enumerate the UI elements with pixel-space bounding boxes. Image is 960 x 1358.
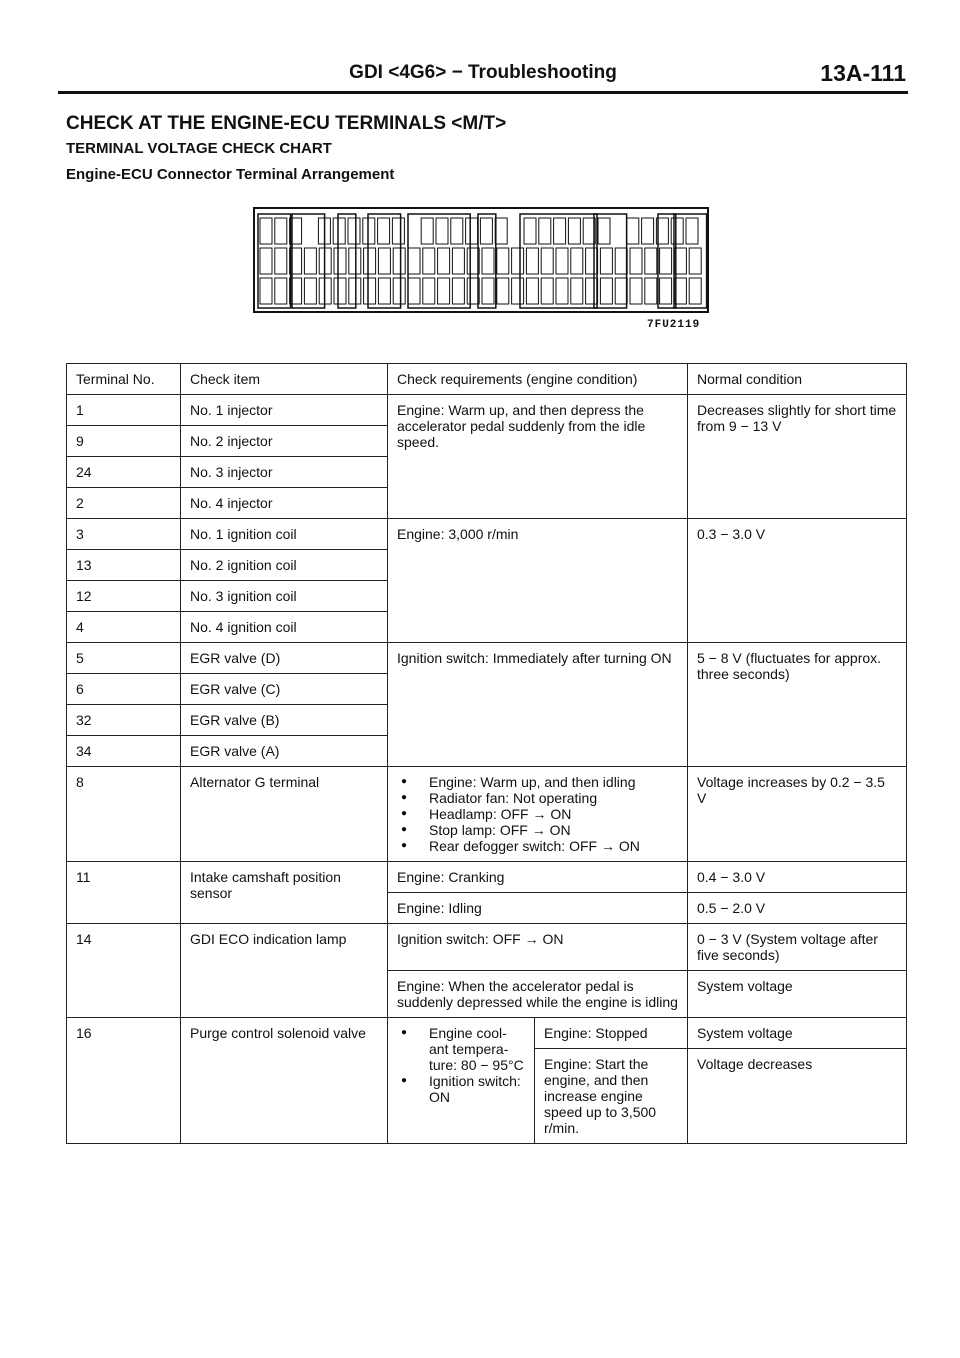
terminal-no: 13 [67,550,181,581]
terminal-group [658,214,676,308]
list-item: ● Engine cool- ant tempera- ture: 80 − 95°C [397,1025,526,1073]
list-item: ● Radiator fan: Not operating [397,790,679,806]
terminal-pin [408,248,420,274]
chart-title: TERMINAL VOLTAGE CHECK CHART [66,140,332,157]
check-item: Intake camshaft position sensor [181,862,388,924]
terminal-pin [539,218,551,244]
condition-list [397,1025,526,1105]
normal-condition: Decreases slightly for short time from 9 − 13 V [688,395,907,519]
terminal-pin [642,218,654,244]
terminal-pin [689,278,701,304]
terminal-pin [615,248,627,274]
table-row [67,924,907,971]
check-item: No. 3 ignition coil [181,581,388,612]
check-item: No. 2 injector [181,426,388,457]
terminal-group [258,214,291,308]
terminal-pin [541,248,553,274]
terminal-pin [333,218,345,244]
terminal-pin [660,248,672,274]
list-item: ● Rear defogger switch: OFF → ON [397,838,679,854]
check-requirement [388,767,688,862]
check-requirement: Engine: Cranking [388,862,688,893]
normal-condition: Voltage increases by 0.2 − 3.5 V [688,767,907,862]
terminal-pin [452,248,464,274]
terminal-no: 5 [67,643,181,674]
terminal-pin [349,278,361,304]
terminal-pin [421,218,433,244]
terminal-voltage-table [66,363,907,1144]
table-row [67,862,907,893]
terminal-pin [686,218,698,244]
table-row [67,395,907,426]
terminal-pin [260,248,272,274]
terminal-no: 14 [67,924,181,1018]
terminal-pin [423,278,435,304]
terminal-pin [568,218,580,244]
list-item: ● Headlamp: OFF → ON [397,806,679,822]
table-row [67,643,907,674]
terminal-pin [378,248,390,274]
sub-requirement: Engine: Stopped [535,1018,688,1049]
terminal-pin [524,218,536,244]
terminal-pin [554,218,566,244]
terminal-no: 34 [67,736,181,767]
terminal-pin [645,278,657,304]
terminal-pin [482,278,494,304]
check-item: Alternator G terminal [181,767,388,862]
list-item: ● Ignition switch: ON [397,1073,526,1105]
connector-diagram [252,206,710,314]
check-item: Purge control solenoid valve [181,1018,388,1144]
check-requirement: Engine: When the accelerator pedal is suddenly depressed while the engine is idling [388,971,688,1018]
check-item: EGR valve (C) [181,674,388,705]
terminal-pin [260,218,272,244]
normal-condition: 0 − 3 V (System voltage after five seconds) [688,924,907,971]
terminal-pin [497,278,509,304]
check-item: No. 2 ignition coil [181,550,388,581]
normal-condition: 5 − 8 V (fluctuates for approx. three seconds) [688,643,907,767]
check-requirement: Engine: Idling [388,893,688,924]
terminal-pin [436,218,448,244]
terminal-pin [586,278,598,304]
terminal-pin [512,248,524,274]
connector-title: Engine-ECU Connector Terminal Arrangement [66,166,395,183]
check-item: EGR valve (B) [181,705,388,736]
terminal-pin [615,278,627,304]
terminal-pin [348,218,360,244]
terminal-pin [586,248,598,274]
check-requirement [388,1018,535,1144]
terminal-pin [526,278,538,304]
terminal-pin [497,248,509,274]
terminal-pin [671,218,683,244]
terminal-pin [334,278,346,304]
terminal-pin [600,278,612,304]
terminal-pin [526,248,538,274]
terminal-no: 2 [67,488,181,519]
check-item: No. 4 injector [181,488,388,519]
terminal-no: 11 [67,862,181,924]
terminal-pin [393,248,405,274]
terminal-pin [260,278,272,304]
check-requirement: Ignition switch: Immediately after turning ON [388,643,688,767]
terminal-pin [392,218,404,244]
terminal-no: 6 [67,674,181,705]
table-row [67,1018,907,1049]
terminal-pin [378,278,390,304]
terminal-no: 1 [67,395,181,426]
terminal-pin [600,248,612,274]
page-header [60,62,906,90]
terminal-pin [512,278,524,304]
terminal-pin [556,278,568,304]
section-title: CHECK AT THE ENGINE-ECU TERMINALS <M/T> [66,113,507,134]
check-item: No. 3 injector [181,457,388,488]
terminal-pin [364,248,376,274]
terminal-pin [571,278,583,304]
terminal-no: 16 [67,1018,181,1144]
terminal-pin [660,278,672,304]
terminal-pin [482,248,494,274]
terminal-group [292,214,325,308]
check-item: No. 4 ignition coil [181,612,388,643]
normal-condition: System voltage [688,1018,907,1049]
terminal-pin [364,278,376,304]
terminal-pin [571,248,583,274]
figure-code: 7FU2119 [647,319,701,331]
terminal-pin [408,278,420,304]
header-cell: Normal condition [688,364,907,395]
terminal-no: 8 [67,767,181,862]
normal-condition: System voltage [688,971,907,1018]
terminal-no: 4 [67,612,181,643]
check-item: No. 1 ignition coil [181,519,388,550]
header-cell: Terminal No. [67,364,181,395]
header-title: GDI <4G6> − Troubleshooting [349,62,617,83]
header-rule [58,91,908,94]
list-item: ● Engine: Warm up, and then idling [397,774,679,790]
table-row [67,767,907,862]
normal-condition: 0.3 − 3.0 V [688,519,907,643]
terminal-group [338,214,356,308]
header-cell: Check requirements (engine condition) [388,364,688,395]
requirement-list [397,774,679,854]
terminal-pin [393,278,405,304]
terminal-pin [541,278,553,304]
normal-condition: 0.5 − 2.0 V [688,893,907,924]
terminal-no: 12 [67,581,181,612]
terminal-pin [495,218,507,244]
check-requirement: Ignition switch: OFF → ON [388,924,688,971]
terminal-no: 24 [67,457,181,488]
terminal-pin [556,248,568,274]
check-requirement: Engine: 3,000 r/min [388,519,688,643]
terminal-pin [378,218,390,244]
connector-outline [254,208,708,312]
terminal-pin [363,218,375,244]
normal-condition: 0.4 − 3.0 V [688,862,907,893]
check-item: EGR valve (A) [181,736,388,767]
terminal-pin [689,248,701,274]
table-row [67,519,907,550]
terminal-group [368,214,401,308]
terminal-pin [452,278,464,304]
terminal-pin [645,248,657,274]
terminal-pin [451,218,463,244]
page-number: 13A-111 [820,60,906,86]
terminal-pin [598,218,610,244]
terminal-pin [438,248,450,274]
terminal-pin [423,248,435,274]
terminal-pin [630,278,642,304]
terminal-pin [466,218,478,244]
check-item: No. 1 injector [181,395,388,426]
terminal-group [674,214,707,308]
terminal-pin [630,248,642,274]
terminal-pin [304,248,316,274]
terminal-pin [438,278,450,304]
terminal-pin [304,278,316,304]
check-item: GDI ECO indication lamp [181,924,388,1018]
terminal-pin [275,278,287,304]
list-item: ● Stop lamp: OFF → ON [397,822,679,838]
terminal-pin [275,248,287,274]
check-requirement: Engine: Warm up, and then depress the accelerator pedal suddenly from the idle speed. [388,395,688,519]
header-cell: Check item [181,364,388,395]
terminal-pin [334,248,346,274]
sub-requirement: Engine: Start the engine, and then increase engine speed up to 3,500 r/min. [535,1049,688,1144]
table-header-row [67,364,907,395]
normal-condition: Voltage decreases [688,1049,907,1144]
check-item: EGR valve (D) [181,643,388,674]
terminal-no: 32 [67,705,181,736]
terminal-pin [627,218,639,244]
terminal-no: 9 [67,426,181,457]
terminal-group [408,214,470,308]
terminal-no: 3 [67,519,181,550]
terminal-pin [275,218,287,244]
terminal-pin [480,218,492,244]
terminal-pin [349,248,361,274]
